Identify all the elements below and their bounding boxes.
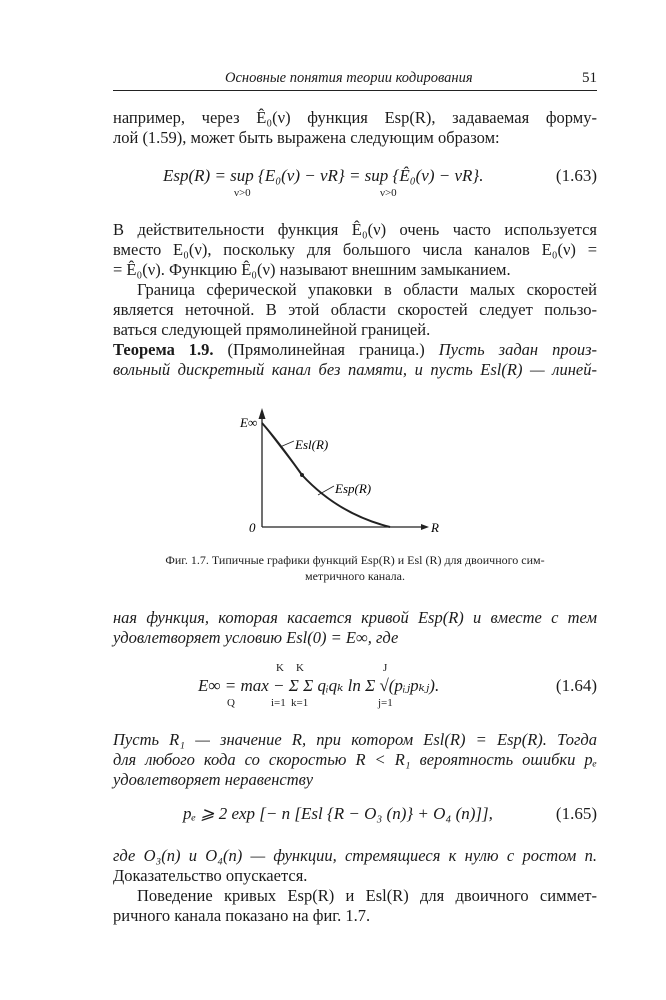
equation-1-65 <box>113 804 597 828</box>
x-axis-arrow <box>421 524 429 530</box>
theorem-line2: вольный дискретный канал без памяти, и пусть Esl(R) — линей- <box>113 360 597 379</box>
figure-caption <box>113 552 597 584</box>
para1-line2: лой (1.59), может быть выражена следующим образом: <box>113 128 500 147</box>
para3-line2: является неточной. В этой области скоростей следует пользо- <box>113 300 597 319</box>
eq164-sum2-bottom: k=1 <box>291 697 309 709</box>
x-axis-label: R <box>431 520 439 535</box>
equation-1-63 <box>113 166 597 206</box>
equation-1-64 <box>113 662 597 712</box>
theorem-text1: Пусть задан произ- <box>438 340 598 359</box>
caption-line2: метричного канала. <box>305 569 405 583</box>
theorem-label: Теорема 1.9. <box>113 340 214 359</box>
para6-line2: Доказательство опускается. <box>113 866 308 885</box>
eq163-formula: Esp(R) = sup {E₀(ν) − νR} = sup {Ê₀(ν) − νR}. <box>163 166 484 185</box>
figure-1-7 <box>230 405 460 540</box>
eq165-number: (1.65) <box>555 804 597 823</box>
y-axis-arrow <box>259 408 266 419</box>
para1-line1: например, через Ê₀(ν) функция Esp(R), задаваемая форму- <box>113 108 597 127</box>
eq164-formula: E∞ = max − Σ Σ qᵢqₖ ln Σ √(pᵢⱼpₖⱼ). <box>198 676 440 695</box>
running-header <box>113 68 597 91</box>
theorem-line1 <box>113 340 597 360</box>
para2-line3: = Ê₀(ν). Функцию Ê₀(ν) называют внешним замыканием. <box>113 260 511 279</box>
eq164-sum1-top: K <box>276 662 284 674</box>
para3-line3: ваться следующей прямолинейной границей. <box>113 320 431 339</box>
para5-line2: для любого кода со скоростью R < R₁ вероятность ошибки pₑ <box>113 750 597 769</box>
para5-line1: Пусть R₁ — значение R, при котором Esl(R) = Esp(R). Тогда <box>113 730 597 749</box>
curve-esl-label: Esl(R) <box>295 437 329 452</box>
para5-line3: удовлетворяет неравенству <box>113 770 314 789</box>
para4-line2: удовлетворяет условию Esl(0) = E∞, где <box>113 628 399 647</box>
tangent-point <box>300 473 304 477</box>
para7-line1: Поведение кривых Esp(R) и Esl(R) для двоичного симмет- <box>137 886 597 905</box>
theorem-name: (Прямолинейная граница.) <box>213 340 439 359</box>
origin-label: 0 <box>249 520 256 535</box>
header-title: Основные понятия теории кодирования <box>225 70 473 86</box>
caption-line1: Фиг. 1.7. Типичные графики функций Esp(R) и Esl (R) для двоичного сим- <box>165 553 545 567</box>
curve-esp-label: Esp(R) <box>335 481 372 496</box>
para4-line1: ная функция, которая касается кривой Esp(R) и вместе с тем <box>113 608 597 627</box>
eq164-sum1-bottom: i=1 <box>271 697 286 709</box>
eq165-formula: pₑ ⩾ 2 exp [− n [Esl {R − O₃ (n)} + O₄ (n)]], <box>183 804 493 823</box>
para6-line1: где O₃(n) и O₄(n) — функции, стремящиеся к нулю с ростом n. <box>113 846 597 865</box>
eq164-number: (1.64) <box>555 676 597 695</box>
eq163-number: (1.63) <box>555 166 597 185</box>
eq163-sup2-limit: ν>0 <box>380 187 397 199</box>
para7-line2: ричного канала показано на фиг. 1.7. <box>113 906 371 925</box>
eq164-max-sub: Q <box>227 697 235 709</box>
page-number: 51 <box>582 70 597 86</box>
para3-line1: Граница сферической упаковки в области малых скоростей <box>137 280 597 299</box>
y-axis-label: E∞ <box>240 415 258 430</box>
eq164-sum3-bottom: j=1 <box>378 697 393 709</box>
esp-leader <box>318 486 334 495</box>
para2-line2: вместо E₀(ν), поскольку для большого числа каналов E₀(ν) = <box>113 240 597 259</box>
para2-line1: В действительности функция Ê₀(ν) очень часто используется <box>113 220 597 239</box>
eq164-sum3-top: J <box>383 662 388 674</box>
eq164-sum2-top: K <box>296 662 304 674</box>
esl-leader <box>280 441 294 447</box>
eq163-sup1-limit: ν>0 <box>234 187 251 199</box>
